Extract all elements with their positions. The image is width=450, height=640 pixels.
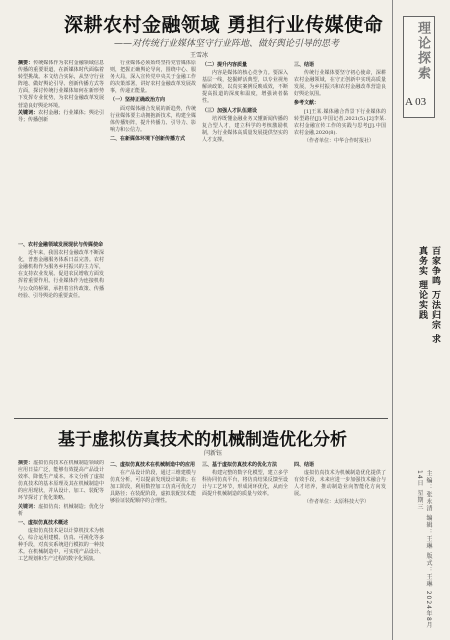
paragraph: 近年来，我国农村金融改革不断深化，普惠金融服务体系日益完善。农村金融机构作为服务乡村振兴的主力军，在支持农业发展、促进农民增收方面发挥着重要作用。行业媒体作为连接机构与公众的桥梁，承担着宣传政策、传播经验、引导舆论的重要责任。 [18,250,104,299]
paragraph: 在产品设计阶段，通过三维建模与仿真分析，可以提前发现设计缺陷；在加工阶段，利用数控加工仿真可优化刀具路径；在装配阶段，虚拟装配技术能够验证装配顺序的合理性。 [110,470,196,505]
abstract-text: 虚拟仿真技术在机械制造领域的应用日益广泛，能够有效提高产品设计效率、降低生产成本。本文分析了虚拟仿真技术的基本原理及其在机械制造中的应用现状，并从设计、加工、装配等环节探讨了优化策略。 [18,460,104,502]
article2-column-1 [18,460,104,636]
keywords [18,504,104,518]
section-heading: （二）提升内容质量 [202,62,248,68]
section-heading: 三、结语 [294,62,315,68]
section-heading: （一）坚持正确政治方向 [110,97,166,104]
keywords-label: 关键词： [18,109,39,116]
sidebar-slogan: 百家争鸣 万法归宗 求真务实 理论实践 [417,246,440,345]
page-number: A 03 [405,96,427,108]
abstract [18,460,104,503]
article1-headline: 深耕农村金融领域 勇担行业传媒使命 [64,14,384,36]
paragraph: 构建完整的数字化模型，建立多学科协同仿真平台，将仿真结果反馈至设计与工艺环节，形成闭环优化，从而全面提升机械制造的质量与效率。 [202,470,288,498]
references-label: 参考文献： [294,100,320,107]
section-heading: （三）加强人才队伍建设 [202,107,258,114]
abstract-label: 摘要： [18,60,34,66]
section-heading: 四、结语 [294,462,315,468]
section-divider [14,418,388,419]
paragraph: 培养既懂金融业务又懂新闻传播的复合型人才，建立科学的考核激励机制，为行业媒体高质量发展提供坚实的人才支撑。 [202,115,288,143]
paragraph: 面对媒体融合发展的新趋势，传统行业媒体要主动拥抱新技术，构建全媒体传播矩阵，提升传播力、引导力、影响力和公信力。 [110,105,196,133]
keywords-text: 农村金融；行业媒体；舆论引导；传播创新 [18,109,104,123]
paragraph: 虚拟仿真技术为机械制造优化提供了有效手段，未来应进一步加强技术融合与人才培养，推动制造业向智能化方向发展。 [294,470,386,498]
references-text: [1]王某.媒体融合背景下行业媒体的转型路径[J].中国记者,2021(5).[2]李某.农村金融宣传工作的实践与思考[J].中国农村金融,2020(8). [294,108,386,136]
article2-byline: 闫新钰 [204,450,223,457]
keywords-text: 虚拟仿真；机械制造；优化分析 [18,503,104,517]
article1-byline: 王雪冰 [190,52,209,59]
page-footer-credits: 主编：张永清 编辑：王琳 版式：王琳 2024年8月14日 星期三 [416,470,432,629]
article1-subheadline: ——对传统行业媒体坚守行业阵地、做好舆论引导的思考 [114,39,340,49]
paragraph: 内容是媒体的核心竞争力。要深入基层一线，挖掘鲜活典型，以专业视角解读政策，以真实案例反映成效，不断提高报道的深度和温度，增强读者黏性。 [202,70,288,105]
author-note: （作者单位：太原科技大学） [304,499,370,506]
author-note: （作者单位：中华合作时报社） [304,137,375,144]
paragraph: 虚拟仿真技术是以计算机技术为核心，综合运用建模、仿真、可视化等多种手段，对真实系统进行模拟的一种技术。在机械制造中，可实现产品设计、工艺规划和生产过程的数字化预演。 [18,527,104,563]
main-content [14,0,388,640]
section-heading: 三、基于虚拟仿真技术的优化方法 [202,462,278,468]
article2-column-2 [110,460,196,636]
section-heading: 一、虚拟仿真技术概述 [18,519,69,526]
article2-column-3 [202,460,288,636]
section-heading: 二、在新媒体环境下创新传播方式 [110,135,186,142]
article2-headline: 基于虚拟仿真技术的机械制造优化分析 [58,430,347,450]
paragraph: 行业媒体必须始终坚持党管媒体原则，把握正确舆论导向，围绕中心、服务大局，深入宣传党中央关于金融工作的决策部署，讲好农村金融改革发展故事，传递正能量。 [110,60,196,95]
abstract-text: 传统媒体作为农村金融领域信息传播的重要渠道，在新媒体时代面临着转型挑战。本文结合实际，从坚守行业阵地、做好舆论引导、创新传播方式等方面，探讨传统行业媒体如何在新形势下发挥专业优势，为农村金融改革发展营造良好舆论环境。 [18,60,104,109]
paragraph: 传统行业媒体要坚守初心使命，深耕农村金融领域，在守正创新中实现高质量发展，为乡村振兴和农村金融改革营造良好舆论氛围。 [294,70,386,98]
keywords-label: 关键词： [18,503,39,510]
article1-column-3 [202,60,288,416]
article1-column-4 [294,60,386,416]
section-heading: 一、农村金融领域发展现状与传媒使命 [18,242,104,248]
article1-abstract [18,60,104,238]
article1-column-2 [110,60,196,416]
article2-column-4 [294,460,386,636]
abstract-label: 摘要： [18,460,34,466]
page-sidebar [392,0,450,640]
section-category: 理论探索 [415,21,430,81]
article1-column-1b [18,240,104,416]
section-heading: 二、虚拟仿真技术在机械制造中的应用 [110,462,196,468]
